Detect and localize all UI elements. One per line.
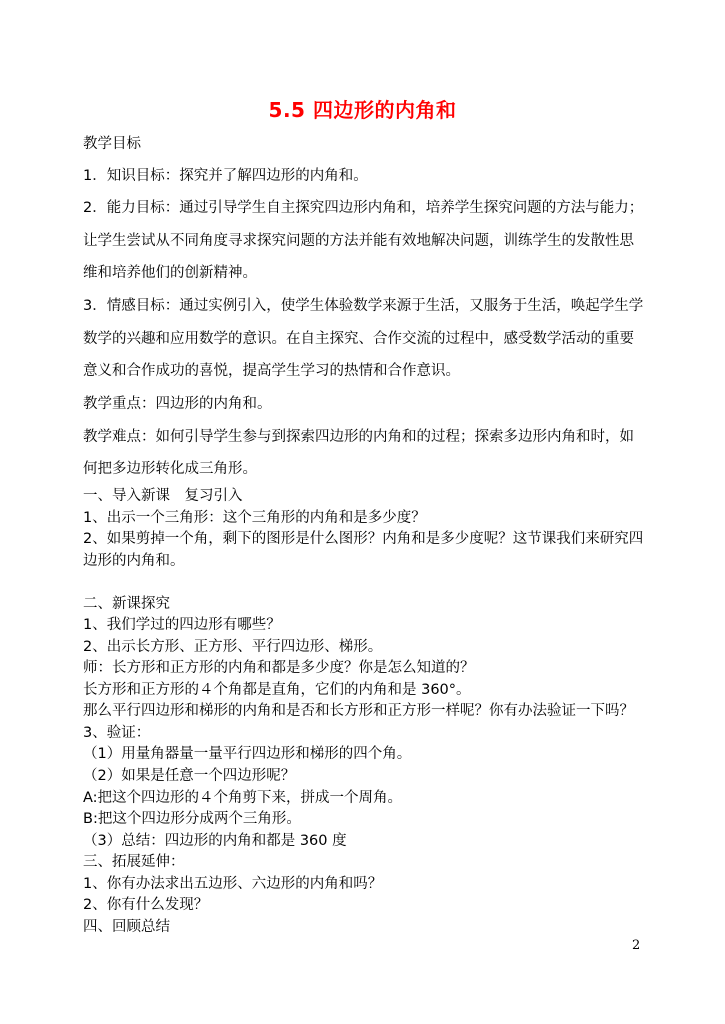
text-line: 一、导入新课 复习引入 (83, 488, 243, 504)
text-line: 1．知识目标：探究并了解四边形的内角和。 (83, 168, 368, 184)
text-line: 意义和合作成功的喜悦，提高学生学习的热情和合作意识。 (83, 363, 460, 379)
document-title: 5.5 四边形的内角和 (268, 98, 457, 122)
text-line: 长方形和正方形的４个角都是直角，它们的内角和是 360°。 (83, 682, 471, 698)
text-line: 1、你有办法求出五边形、六边形的内角和吗？ (83, 876, 383, 892)
text-line: （3）总结：四边形的内角和都是 360 度 (83, 833, 347, 849)
text-line: 2、如果剪掉一个角，剩下的图形是什么图形？内角和是多少度呢？这节课我们来研究四 (83, 531, 644, 547)
text-line: 2、你有什么发现？ (83, 897, 209, 913)
text-line: 四、回顾总结 (83, 919, 170, 935)
text-line: 何把多边形转化成三角形。 (83, 461, 257, 477)
text-line: 那么平行四边形和梯形的内角和是否和长方形和正方形一样呢？你有办法验证一下吗？ (83, 703, 634, 719)
text-line: 1、我们学过的四边形有哪些？ (83, 617, 281, 633)
text-line: 维和培养他们的创新精神。 (83, 265, 257, 281)
text-line: 师：长方形和正方形的内角和都是多少度？你是怎么知道的？ (83, 660, 475, 676)
text-line: 3、验证： (83, 725, 151, 741)
text-line: 让学生尝试从不同角度寻求探究问题的方法并能有效地解决问题，训练学生的发散性思 (83, 233, 634, 249)
text-line: 三、拓展延伸： (83, 854, 185, 870)
text-line: 教学重点：四边形的内角和。 (83, 396, 272, 412)
text-line: B:把这个四边形分成两个三角形。 (83, 811, 301, 827)
text-line: 2、出示长方形、正方形、平行四边形、梯形。 (83, 639, 383, 655)
text-line: （2）如果是任意一个四边形呢？ (83, 768, 296, 784)
text-line: 数学的兴趣和应用数学的意识。在自主探究、合作交流的过程中，感受数学活动的重要 (83, 331, 634, 347)
page-number: 2 (632, 938, 641, 953)
text-line: A:把这个四边形的４个角剪下来，拼成一个周角。 (83, 790, 403, 806)
text-line: 边形的内角和。 (83, 553, 185, 569)
text-line: 1、出示一个三角形：这个三角形的内角和是多少度？ (83, 510, 426, 526)
text-line: 二、新课探究 (83, 596, 170, 612)
text-line: 3．情感目标：通过实例引入，使学生体验数学来源于生活，又服务于生活，唤起学生学 (83, 298, 644, 314)
text-line: 教学难点：如何引导学生参与到探索四边形的内角和的过程；探索多边形内角和时，如 (83, 429, 634, 445)
text-line: 2．能力目标：通过引导学生自主探究四边形内角和，培养学生探究问题的方法与能力； (83, 200, 644, 216)
text-line: 教学目标 (83, 136, 141, 152)
text-line: （1）用量角器量一量平行四边形和梯形的四个角。 (83, 746, 412, 762)
